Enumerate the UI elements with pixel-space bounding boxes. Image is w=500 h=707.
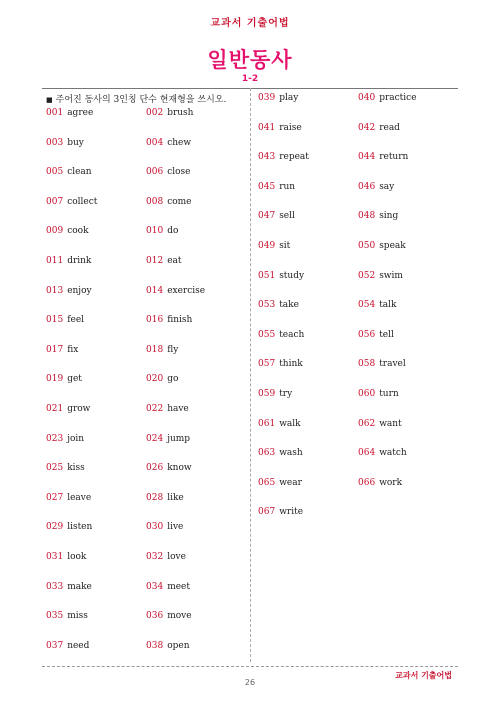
word-item — [46, 374, 82, 384]
header-top-label: 교과서 기출어법 — [210, 18, 290, 29]
item-number: 035 — [46, 611, 64, 622]
word-item — [46, 256, 91, 266]
item-word: have — [167, 404, 189, 414]
item-number: 054 — [358, 300, 376, 311]
item-number: 008 — [146, 196, 164, 207]
word-item — [358, 211, 398, 221]
item-number: 012 — [146, 256, 164, 266]
word-item — [358, 359, 406, 369]
item-word: know — [167, 463, 192, 474]
item-word: buy — [67, 137, 84, 148]
word-item — [146, 404, 189, 414]
item-number: 049 — [258, 241, 276, 251]
word-item — [358, 152, 408, 162]
item-number: 036 — [146, 611, 164, 622]
item-word: come — [167, 196, 192, 207]
word-item — [258, 152, 309, 162]
item-word: go — [167, 374, 179, 385]
item-word: eat — [167, 256, 182, 266]
item-number: 041 — [258, 122, 276, 133]
item-word: move — [167, 611, 192, 622]
word-item — [146, 374, 178, 384]
word-item — [146, 493, 184, 503]
word-item — [46, 197, 97, 207]
word-item — [146, 138, 191, 148]
item-number: 023 — [46, 433, 64, 444]
word-item — [46, 611, 88, 621]
word-item — [146, 108, 193, 118]
item-number: 046 — [358, 181, 376, 192]
item-word: swim — [379, 270, 403, 281]
word-item — [46, 582, 92, 592]
item-word: enjoy — [67, 285, 92, 296]
item-number: 062 — [358, 418, 376, 429]
item-word: cook — [67, 226, 89, 237]
word-item — [258, 419, 301, 429]
word-item — [146, 256, 182, 266]
word-item — [258, 123, 302, 133]
item-number: 066 — [358, 477, 376, 488]
item-word: clean — [67, 167, 92, 178]
word-item — [358, 300, 397, 310]
footer-brand: 교과서 기출어법 — [395, 671, 452, 680]
item-number: 026 — [146, 463, 164, 474]
item-number: 013 — [46, 285, 64, 296]
item-word: think — [279, 359, 303, 370]
item-number: 042 — [358, 122, 376, 133]
page-subtitle: 1-2 — [241, 74, 259, 84]
word-item — [46, 493, 91, 503]
item-word: collect — [67, 196, 98, 207]
item-word: sell — [279, 211, 295, 222]
item-word: try — [279, 389, 293, 399]
item-word: brush — [167, 108, 194, 118]
item-word: study — [279, 270, 305, 281]
item-word: feel — [67, 315, 85, 326]
word-item — [46, 434, 84, 444]
item-word: kiss — [67, 463, 85, 474]
word-item — [358, 271, 403, 281]
item-word: chew — [167, 137, 192, 148]
item-word: run — [279, 181, 296, 192]
word-item — [46, 226, 89, 236]
instruction-text: 주어진 동사의 3인칭 단수 현재형을 쓰시오. — [55, 95, 227, 105]
item-number: 060 — [358, 389, 376, 399]
word-item — [358, 419, 402, 429]
item-number: 048 — [358, 211, 376, 222]
item-word: say — [379, 181, 395, 192]
word-item — [146, 197, 192, 207]
word-item — [146, 463, 192, 473]
item-word: look — [67, 552, 87, 562]
word-item — [146, 582, 190, 592]
item-word: sit — [279, 241, 291, 251]
item-word: turn — [379, 389, 399, 399]
item-number: 020 — [146, 374, 164, 385]
item-number: 040 — [358, 93, 376, 103]
item-word: miss — [67, 611, 88, 622]
word-item — [358, 330, 394, 340]
item-word: do — [167, 226, 179, 237]
word-item — [258, 211, 295, 221]
word-item — [146, 641, 190, 651]
item-word: watch — [379, 448, 407, 459]
item-word: repeat — [279, 152, 309, 163]
item-word: talk — [379, 300, 397, 311]
item-number: 050 — [358, 241, 376, 251]
item-word: agree — [67, 108, 94, 118]
item-number: 032 — [146, 552, 164, 562]
page-number: 26 — [244, 678, 256, 687]
word-item — [146, 286, 205, 296]
item-word: listen — [67, 522, 93, 533]
item-number: 016 — [146, 315, 164, 326]
word-item — [258, 93, 298, 103]
word-item — [46, 522, 92, 532]
item-number: 001 — [46, 108, 64, 118]
item-number: 045 — [258, 181, 276, 192]
item-number: 056 — [358, 329, 376, 340]
item-word: finish — [167, 315, 193, 326]
item-word: raise — [279, 122, 302, 133]
item-word: live — [167, 522, 184, 533]
item-word: teach — [279, 329, 305, 340]
word-item — [46, 463, 85, 473]
word-item — [46, 286, 92, 296]
item-number: 044 — [358, 152, 376, 163]
word-item — [258, 182, 295, 192]
word-item — [358, 241, 406, 251]
item-number: 038 — [146, 640, 164, 651]
item-number: 014 — [146, 285, 164, 296]
item-number: 053 — [258, 300, 276, 311]
item-number: 009 — [46, 226, 64, 237]
item-number: 031 — [46, 552, 64, 562]
word-item — [46, 552, 86, 562]
item-word: walk — [279, 418, 301, 429]
item-number: 027 — [46, 492, 64, 503]
item-number: 051 — [258, 270, 276, 281]
item-number: 019 — [46, 374, 64, 385]
word-item — [46, 345, 78, 355]
word-item — [258, 389, 292, 399]
item-number: 065 — [258, 477, 276, 488]
instruction — [46, 92, 226, 105]
item-number: 011 — [46, 256, 64, 266]
item-word: love — [167, 552, 186, 562]
word-item — [146, 434, 190, 444]
item-number: 059 — [258, 389, 276, 399]
item-word: wear — [279, 477, 302, 488]
item-word: like — [167, 492, 184, 503]
item-word: return — [379, 152, 409, 163]
word-item — [146, 552, 186, 562]
item-number: 052 — [358, 270, 376, 281]
item-number: 064 — [358, 448, 376, 459]
item-word: meet — [167, 581, 190, 592]
item-number: 034 — [146, 581, 164, 592]
word-item — [258, 507, 303, 517]
item-number: 015 — [46, 315, 64, 326]
item-word: practice — [379, 93, 417, 103]
item-number: 028 — [146, 492, 164, 503]
item-word: work — [379, 477, 403, 488]
word-item — [258, 359, 303, 369]
item-word: travel — [379, 359, 406, 370]
word-item — [46, 167, 92, 177]
word-item — [146, 522, 183, 532]
item-word: open — [167, 640, 190, 651]
item-word: fly — [167, 344, 179, 355]
word-item — [358, 123, 400, 133]
item-number: 021 — [46, 404, 64, 414]
item-number: 030 — [146, 522, 164, 533]
item-number: 067 — [258, 507, 276, 518]
item-word: speak — [379, 241, 406, 251]
item-number: 002 — [146, 108, 164, 118]
item-number: 061 — [258, 418, 276, 429]
item-word: want — [379, 418, 402, 429]
word-item — [146, 611, 192, 621]
bullet-icon: ■ — [46, 96, 53, 104]
item-number: 007 — [46, 196, 64, 207]
item-number: 047 — [258, 211, 276, 222]
word-item — [146, 315, 192, 325]
item-number: 018 — [146, 344, 164, 355]
item-word: write — [279, 507, 304, 518]
item-number: 058 — [358, 359, 376, 370]
item-number: 003 — [46, 137, 64, 148]
word-item — [46, 138, 84, 148]
word-item — [358, 448, 407, 458]
item-word: make — [67, 581, 92, 592]
item-word: get — [67, 374, 82, 385]
item-word: leave — [67, 492, 92, 503]
word-item — [358, 93, 417, 103]
item-word: grow — [67, 404, 91, 414]
item-word: take — [279, 300, 299, 311]
column-divider — [250, 88, 251, 662]
item-number: 022 — [146, 404, 164, 414]
page-title: 일반동사 — [207, 48, 293, 72]
item-number: 055 — [258, 329, 276, 340]
item-word: fix — [67, 344, 79, 355]
item-word: sing — [379, 211, 399, 222]
item-number: 037 — [46, 640, 64, 651]
word-item — [358, 478, 402, 488]
word-item — [358, 389, 399, 399]
item-number: 029 — [46, 522, 64, 533]
item-number: 025 — [46, 463, 64, 474]
word-item — [258, 448, 303, 458]
item-number: 043 — [258, 152, 276, 163]
item-number: 063 — [258, 448, 276, 459]
item-word: exercise — [167, 285, 206, 296]
item-word: close — [167, 167, 191, 178]
word-item — [258, 300, 299, 310]
word-item — [46, 641, 89, 651]
item-number: 024 — [146, 433, 164, 444]
item-number: 006 — [146, 167, 164, 178]
footer-divider — [42, 666, 458, 667]
item-word: join — [67, 433, 85, 444]
word-item — [258, 241, 290, 251]
item-number: 033 — [46, 581, 64, 592]
word-item — [46, 315, 84, 325]
item-word: play — [279, 93, 299, 103]
item-word: read — [379, 122, 400, 133]
word-item — [358, 182, 394, 192]
item-word: wash — [279, 448, 303, 459]
word-item — [258, 478, 302, 488]
item-word: drink — [67, 256, 92, 266]
word-item — [146, 167, 190, 177]
item-word: tell — [379, 329, 394, 340]
item-number: 039 — [258, 93, 276, 103]
word-item — [146, 226, 178, 236]
word-item — [146, 345, 178, 355]
item-number: 057 — [258, 359, 276, 370]
item-word: need — [67, 640, 90, 651]
item-number: 005 — [46, 167, 64, 178]
word-item — [46, 108, 93, 118]
item-number: 017 — [46, 344, 64, 355]
word-item — [258, 330, 304, 340]
item-number: 004 — [146, 137, 164, 148]
item-word: jump — [167, 433, 191, 444]
word-item — [46, 404, 90, 414]
word-item — [258, 271, 304, 281]
item-number: 010 — [146, 226, 164, 237]
